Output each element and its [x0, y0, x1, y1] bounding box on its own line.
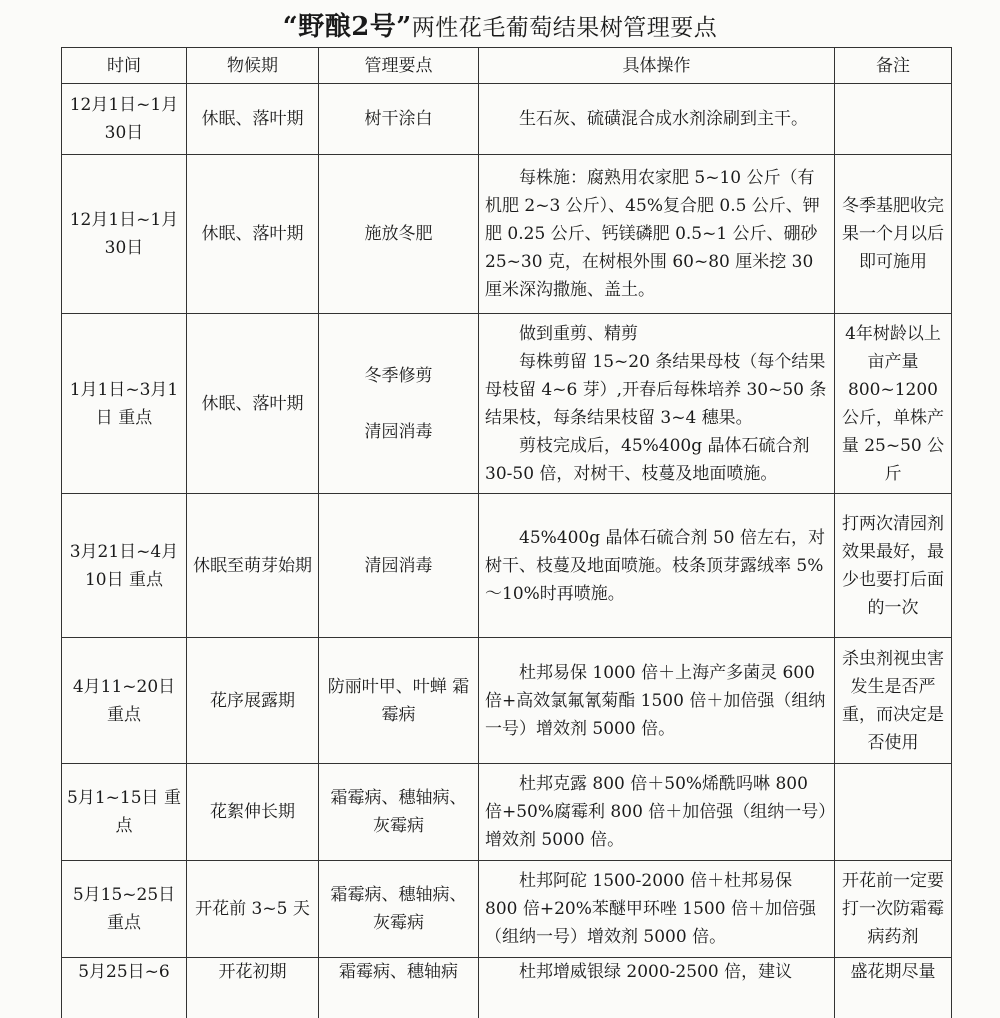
cell-phase: 休眠、落叶期 [187, 155, 319, 314]
cell-note: 杀虫剂视虫害发生是否严重，而决定是否使用 [835, 638, 952, 764]
cell-phase: 开花初期 [187, 958, 319, 1018]
header-time: 时间 [62, 48, 187, 84]
cell-key: 施放冬肥 [319, 155, 479, 314]
cell-note: 打两次清园剂效果最好，最少也要打后面的一次 [835, 494, 952, 638]
cell-ops [479, 638, 835, 764]
cell-time: 4月11~20日 重点 [62, 638, 187, 764]
cell-phase: 休眠、落叶期 [187, 84, 319, 155]
cell-key: 树干涂白 [319, 84, 479, 155]
operation-text: 杜邦增威银绿 2000-2500 倍，建议 [519, 962, 793, 982]
operation-text: 杜邦阿砣 1500-2000 倍＋杜邦易保 800 倍+20%苯醚甲环唑 1500 倍＋加倍强（组纳一号）增效剂 5000 倍。 [485, 871, 816, 947]
table-row [62, 764, 952, 861]
operation-text: 生石灰、硫磺混合成水剂涂刷到主干。 [519, 109, 808, 129]
operation-text: 杜邦克露 800 倍＋50%烯酰吗啉 800 倍+50%腐霉利 800 倍＋加倍强（组纳一号）增效剂 5000 倍。 [485, 774, 827, 850]
cell-note: 开花前一定要打一次防霜霉病药剂 [835, 861, 952, 958]
cell-phase: 开花前 3~5 天 [187, 861, 319, 958]
cell-phase: 花絮伸长期 [187, 764, 319, 861]
cell-key: 霜霉病、穗轴病、灰霉病 [319, 764, 479, 861]
table-row [62, 314, 952, 494]
cell-key: 防丽叶甲、叶蝉 霜霉病 [319, 638, 479, 764]
management-table [61, 47, 952, 1018]
document-title: “野酿2号”两性花毛葡萄结果树管理要点 [282, 12, 718, 42]
cell-ops [479, 494, 835, 638]
cell-note [835, 764, 952, 861]
cell-note [835, 84, 952, 155]
table-header [62, 48, 952, 84]
cell-ops [479, 84, 835, 155]
cell-time: 12月1日~1月30日 [62, 155, 187, 314]
operation-text: 剪枝完成后，45%400g 晶体石硫合剂 30-50 倍，对树干、枝蔓及地面喷施。 [485, 435, 810, 484]
cell-note: 盛花期尽量 [835, 958, 952, 1018]
cell-time: 12月1日~1月30日 [62, 84, 187, 155]
cell-time: 5月25日~6 [62, 958, 187, 1018]
operation-text: 每株剪留 15~20 条结果母枝（每个结果母枝留 4~6 芽）,开春后每株培养 30~50 条结果枝，每条结果枝留 3~4 穗果。 [485, 351, 827, 428]
cell-ops [479, 314, 835, 494]
cell-time: 1月1日~3月1日 重点 [62, 314, 187, 494]
cell-phase: 花序展露期 [187, 638, 319, 764]
cell-phase: 休眠、落叶期 [187, 314, 319, 494]
cell-ops [479, 958, 835, 1018]
cell-time: 3月21日~4月10日 重点 [62, 494, 187, 638]
header-ops: 具体操作 [479, 48, 835, 84]
cell-phase: 休眠至萌芽始期 [187, 494, 319, 638]
header-key: 管理要点 [319, 48, 479, 84]
header-note: 备注 [835, 48, 952, 84]
table-row [62, 861, 952, 958]
cell-key: 清园消毒 [319, 494, 479, 638]
table-row [62, 84, 952, 155]
operation-text: 45%400g 晶体石硫合剂 50 倍左右，对树干、枝蔓及地面喷施。枝条顶芽露绒率 5%～10%时再喷施。 [485, 527, 825, 604]
cell-key: 霜霉病、穗轴病 [319, 958, 479, 1018]
cell-note: 4年树龄以上亩产量 800~1200 公斤，单株产量 25~50 公斤 [835, 314, 952, 494]
table-row [62, 958, 952, 1018]
operation-text: 做到重剪、精剪 [519, 323, 638, 344]
cell-key: 霜霉病、穗轴病、灰霉病 [319, 861, 479, 958]
operation-text: 每株施：腐熟用农家肥 5~10 公斤（有机肥 2~3 公斤）、45%复合肥 0.5 公斤、钾肥 0.25 公斤、钙镁磷肥 0.5~1 公斤、硼砂 25~30 克，在树根外围 60~80 厘米挖 30 厘米深沟撒施、盖土。 [485, 168, 820, 300]
operation-text: 杜邦易保 1000 倍＋上海产多菌灵 600 倍+高效氯氟氰菊酯 1500 倍＋加倍强（组纳一号）增效剂 5000 倍。 [485, 662, 826, 739]
cell-time: 5月15~25日 重点 [62, 861, 187, 958]
header-phase: 物候期 [187, 48, 319, 84]
table-row [62, 155, 952, 314]
cell-ops [479, 861, 835, 958]
cell-key: 冬季修剪 清园消毒 [319, 314, 479, 494]
cell-ops [479, 155, 835, 314]
table-row [62, 494, 952, 638]
table-row [62, 638, 952, 764]
cell-ops [479, 764, 835, 861]
cell-note: 冬季基肥收完果一个月以后即可施用 [835, 155, 952, 314]
cell-time: 5月1~15日 重点 [62, 764, 187, 861]
